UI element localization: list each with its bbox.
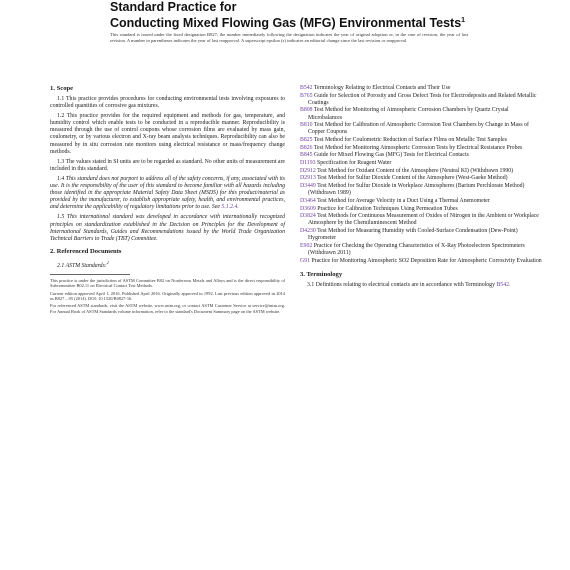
reference-item	[300, 198, 542, 205]
footnote-1: This practice is under the jurisdiction of ASTM Committee B02 on Nonferrous Metals and Alloys and is the direct responsibility of Subcommittee B02.11 on Electrical Contact Test Methods.	[50, 277, 285, 289]
reference-title: Test Method for Coulometric Reduction of Surface Films on Metallic Test Samples	[313, 137, 508, 144]
reference-code-link[interactable]: D3464	[300, 197, 316, 204]
paragraph-1-5: 1.5 This international standard was developed in accordance with internationally recognized principles on standardization established in the Decision on Principles for the Development of International Standards, Guides and Recommendations issued by the World Trade Organization Technical Barriers to Trade (TBT) Committee.	[50, 214, 285, 242]
reference-title: Terminology Relating to Electrical Contacts and Their Use	[313, 85, 451, 91]
left-column	[50, 85, 285, 316]
reference-code-link[interactable]: B542	[300, 85, 313, 91]
paragraph-2-1: 2.1 ASTM Standards:$^2$	[57, 259, 109, 269]
paragraph-3-1: 3.1 Definitions relating to electrical contacts are in accordance with Terminology B542.	[307, 281, 511, 288]
reference-title: Test Method for Calibration of Atmospheric Corrosion Test Chambers by Change in Mass of Copper Coupons	[308, 122, 529, 136]
reference-title: Practice for Monitoring Atmospheric SO2 Deposition Rate for Atmospheric Corrosivity Evaluation	[311, 257, 542, 264]
reference-code-link[interactable]: D1193	[300, 160, 316, 167]
reference-title: Test Method for Sulfur Dioxide Content of the Atmosphere (West-Gaeke Method)	[317, 175, 508, 182]
reference-title: Test Method for Sulfur Dioxide in Workplace Atmospheres (Barium Perchlorate Method) (Withdrawn 1989)	[308, 183, 525, 197]
right-column	[300, 85, 542, 292]
paragraph-1-1: 1.1 This practice provides procedures for conducting environmental tests involving exposures to controlled quantities of corrosive gas mixtures.	[50, 96, 285, 110]
reference-code-link[interactable]: D3824	[300, 213, 316, 220]
reference-item	[300, 243, 542, 257]
reference-code-link[interactable]: D4230	[300, 228, 316, 235]
scope-heading: 1. Scope	[50, 85, 74, 92]
footnote-divider	[50, 274, 130, 275]
title-block	[110, 0, 540, 30]
reference-title: Test Method for Measuring Humidity with Cooled-Surface Condensation (Dew-Point) Hygrometer	[308, 228, 518, 242]
reference-title: Guide for Mixed Flowing Gas (MFG) Tests for Electrical Contacts	[314, 152, 469, 159]
title-footnote-mark: 1	[461, 17, 466, 24]
reference-title: Guide for Selection of Porosity and Gross Defect Tests for Electrodeposits and Related Metallic Coatings	[308, 92, 537, 106]
reference-code-link[interactable]: B765	[300, 92, 313, 99]
reference-code-link[interactable]: G91	[300, 257, 310, 264]
reference-code-link[interactable]: D3609	[300, 205, 316, 212]
reference-code-link[interactable]: D2912	[300, 167, 316, 174]
reference-item	[300, 85, 542, 92]
footnote-1-edition: Current edition approved April 1, 2016. Published April 2016. Originally approved in 1992. Last previous edition approved in 2014 as B827 – 05 (2014). DOI: 10.1520/B0827-16.	[50, 290, 285, 302]
reference-code-link[interactable]: B810	[300, 122, 313, 129]
designation-notice: This standard is issued under the fixed designation B827; the number immediately following the designation indicates the year of original adoption or, in the case of revision, the year of last revision. A number in parentheses indicates the year of last reapproval. A superscript epsilon (ε) indicates an editorial change since the last revision or reapproval.	[110, 32, 468, 43]
reference-title: Test Method for Monitoring of Atmospheric Corrosion Chambers by Quartz Crystal Microbalances	[308, 107, 509, 121]
paragraph-1-4: 1.4 This standard does not purport to address all of the safety concerns, if any, associated with its use. It is the responsibility of the user of this standard to become familiar with all hazards including those identified in the appropriate Material Safety Data Sheet (MSDS) for this product/material as provided by the manufacturer, to establish appropriate safety, health, and environmental practices, and determine the applicability of regulatory limitations prior to use. See 5.1.2.4.	[50, 175, 285, 211]
reference-item	[300, 183, 542, 197]
reference-code-link[interactable]: B825	[300, 137, 313, 144]
reference-title: Test Method for Oxidant Content of the Atmosphere (Neutral KI) (Withdrawn 1990)	[317, 167, 514, 174]
reference-item	[300, 93, 542, 107]
referenced-standards-list	[300, 85, 542, 265]
reference-item	[300, 206, 542, 213]
reference-item	[300, 122, 542, 136]
title-main: Conducting Mixed Flowing Gas (MFG) Environmental Tests	[110, 16, 462, 31]
reference-title: Practice for Checking the Operating Characteristics of X-Ray Photoelectron Spectrometers (Withdrawn 2011)	[308, 242, 525, 256]
reference-code-link[interactable]: B826	[300, 144, 313, 151]
reference-title: Test Method for Monitoring Atmospheric Corrosion Tests by Electrical Resistance Probes	[313, 144, 523, 151]
reference-item	[300, 160, 542, 167]
reference-title: Test Method for Average Velocity in a Duct Using a Thermal Anemometer	[317, 197, 490, 204]
title-line-2	[110, 14, 540, 30]
reference-item	[300, 145, 542, 152]
reference-item	[300, 228, 542, 242]
section-link-5-1-2-4[interactable]: 5.1.2.4.	[221, 204, 239, 211]
reference-item	[300, 137, 542, 144]
reference-item	[300, 168, 542, 175]
reference-title: Test Methods for Continuous Measurement of Oxides of Nitrogen in the Ambient or Workplace Atmosphere by the Chemiluminescent Method	[308, 213, 539, 227]
reference-code-link[interactable]: D2913	[300, 175, 316, 182]
reference-item	[300, 258, 542, 265]
footnote-2: For referenced ASTM standards, visit the ASTM website, www.astm.org, or contact ASTM Customer Service at service@astm.org. For Annual Book of ASTM Standards volume information, refer to the standard's Document Summary page on the ASTM website.	[50, 303, 285, 314]
terminology-link-b542[interactable]: B542.	[496, 281, 511, 288]
referenced-documents-heading: 2. Referenced Documents	[50, 247, 122, 255]
reference-code-link[interactable]: B808	[300, 107, 313, 114]
reference-item	[300, 213, 542, 227]
reference-title: Practice for Calibration Techniques Using Permeation Tubes	[317, 205, 458, 212]
paragraph-1-3: 1.3 The values stated in SI units are to be regarded as standard. No other units of measurement are included in this standard.	[50, 158, 285, 172]
paragraph-1-2: 1.2 This practice provides for the required equipment and methods for gas, temperature, and humidity control which enable tests to be conducted in a reproducible manner. Reproducibility is measured through the use of control coupons whose corrosion films are evaluated by mass gain, coulometry, or by various electron and X-ray beam analysis techniques. Reproducibility can also be measured by in situ corrosion rate monitors using electrical resistance or mass/frequency change methods.	[50, 113, 285, 155]
reference-title: Specification for Reagent Water	[317, 160, 392, 167]
terminology-heading: 3. Terminology	[300, 270, 343, 278]
reference-code-link[interactable]: E902	[300, 242, 313, 249]
reference-code-link[interactable]: D3449	[300, 183, 316, 190]
reference-item	[300, 175, 542, 182]
reference-item	[300, 107, 542, 121]
reference-item	[300, 152, 542, 159]
reference-code-link[interactable]: B845	[300, 152, 313, 159]
title-line-1: Standard Practice for	[110, 0, 237, 14]
